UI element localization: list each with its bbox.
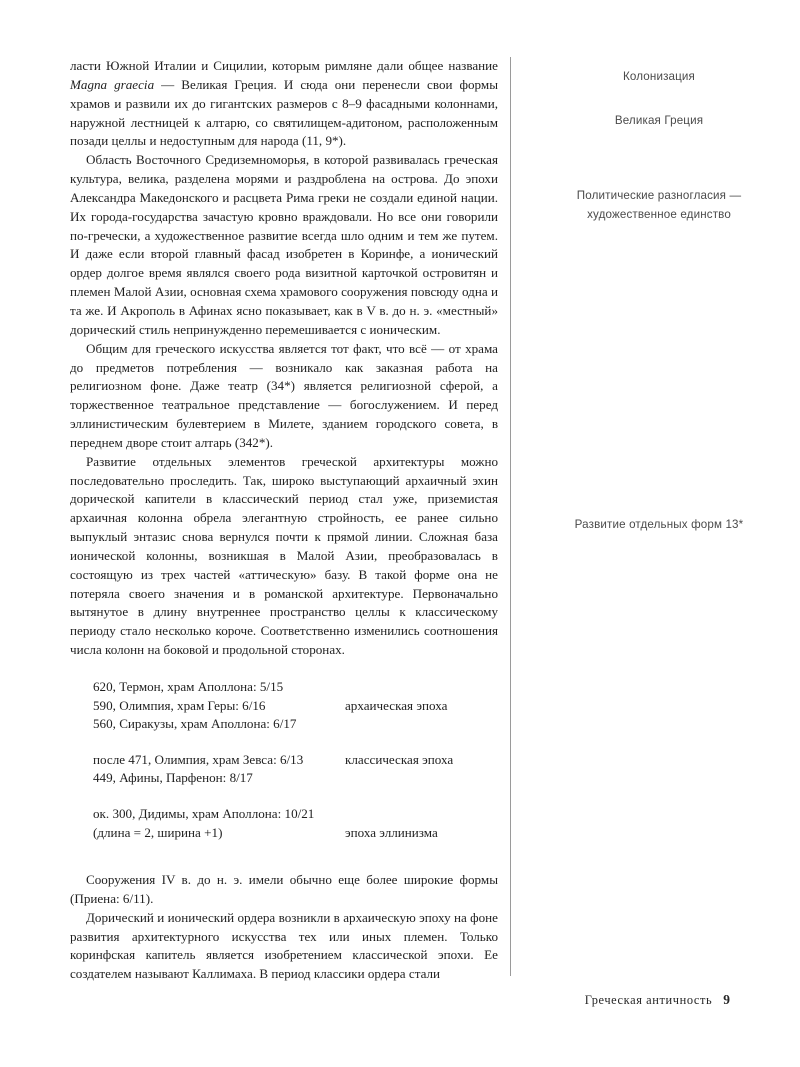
paragraph-common-greek-art: Общим для греческого искусства является тот факт, что всё — от храма до предметов потребления — возникало как заказная работа на религиозном фоне. Даже театр (34*) является религиозной сферой, а торжественное театральное представление — богослужением. И перед эллинистическим булевтерием в Милете, зданием городского совета, в переднем дворе стоит алтарь (342*). (70, 340, 498, 450)
paragraph-structures-iv-century: Сооружения IV в. до н. э. имели обычно еще более широкие формы (Приена: 6/11). (70, 872, 498, 906)
running-head-chapter-title: Греческая античность (584, 993, 713, 1007)
temple-proportions-table (93, 678, 503, 842)
margin-note-line-1: Политические разногласия — (576, 189, 742, 202)
margin-note-development-of-forms: Развитие отдельных форм 13* (574, 518, 744, 531)
margin-note-magna-graecia: Великая Греция (614, 114, 704, 127)
column-divider-rule (510, 57, 511, 976)
table-group-classical (93, 751, 503, 788)
body-text-column-upper (70, 57, 498, 660)
paragraph-doric-ionic-orders: Дорический и ионический ордера возникли в архаическую эпоху на фоне развития архитектурного искусства тех или иных племен. Только коринфская капитель является изобретением классической эпохи. Ее создателем называют Каллимаха. В период классики ордера стали (70, 909, 498, 982)
table-group-entries (93, 805, 343, 842)
paragraph-eastern-mediterranean: Область Восточного Средиземноморья, в которой развивалась греческая культура, велика, разделена морями и раздроблена на острова. До эпохи Александра Македонского и расцвета Рима греки не создали единой нации. Их города-государства зачастую кровно враждовали. Но все они говорили по-гречески, а художественное развитие всегда шло одним и тем же путем. И даже если второй главный фасад изобретен в Коринфе, а ионический ордер долгое время являлся своего рода визитной карточкой островитян и племен Малой Азии, основная схема храмового сооружения повсюду одна и та же. И Акрополь в Афинах ясно показывает, как в V в. до н. э. «местный» дорический стиль непринужденно перемешивается с ионическим. (70, 152, 498, 337)
paragraph-lead-text: ласти Южной Италии и Сицилии, которым римляне дали общее название (70, 58, 498, 73)
paragraph-development-elements: Развитие отдельных элементов греческой архитектуры можно последовательно проследить. Так, широко выступающий архаичный эхин дорической капители в классический период стал уже, приземистая архаичная колонна обрела элегантную стройность, ее ранее сильно выпуклый энтазис снова вернулся почти к прямой линии. Сложная база ионической колонны, возникшая в Малой Азии, преобразовалась в состоящую из трех частей «аттическую» базу. В такой форме она не потеряла своего значения и в романской архитектуре. Первоначально вытянутое в длину внутреннее пространство целлы к классическому периоду стало несколько короче. Соответственно изменились соотношения числа колонн на боковой и продольной сторонах. (70, 453, 498, 658)
margin-note-line-2: художественное единство (587, 208, 731, 221)
table-row: 590, Олимпия, храм Геры: 6/16 (93, 697, 266, 713)
table-row: 560, Сиракузы, храм Аполлона: 6/17 (93, 716, 297, 732)
table-row: (длина = 2, ширина +1) (93, 824, 223, 840)
table-row: после 471, Олимпия, храм Зевса: 6/13 (93, 751, 304, 767)
table-row: 449, Афины, Парфенон: 8/17 (93, 770, 253, 786)
table-group-label-classical: классическая эпоха (345, 751, 454, 767)
table-group-entries (93, 751, 343, 788)
margin-note-colonization: Колонизация (623, 70, 695, 83)
body-text-column-lower (70, 871, 498, 984)
margin-note-political-discord (528, 186, 790, 224)
table-group-label-hellenistic: эпоха эллинизма (345, 824, 438, 840)
page-footer (585, 992, 730, 1008)
paragraph-tail-text: — Великая Греция. И сюда они перенесли свои формы храмов и развили их до гигантских размеров с 8–9 фасадными колоннами, наружной лестницей к алтарю, со святилищем-адитоном, расположенным позади целлы и недоступным для народа (11, 9*). (70, 76, 498, 149)
table-group-archaic (93, 678, 503, 734)
paragraph-magna-graecia (70, 57, 498, 151)
table-group-hellenistic (93, 805, 503, 842)
page-number: 9 (723, 992, 730, 1007)
latin-term-magna-graecia: Magna graecia (70, 76, 155, 92)
table-group-label-archaic: архаическая эпоха (345, 697, 448, 713)
table-row: 620, Термон, храм Аполлона: 5/15 (93, 679, 284, 694)
table-row: ок. 300, Дидимы, храм Аполлона: 10/21 (93, 805, 315, 821)
table-group-entries (93, 678, 343, 734)
